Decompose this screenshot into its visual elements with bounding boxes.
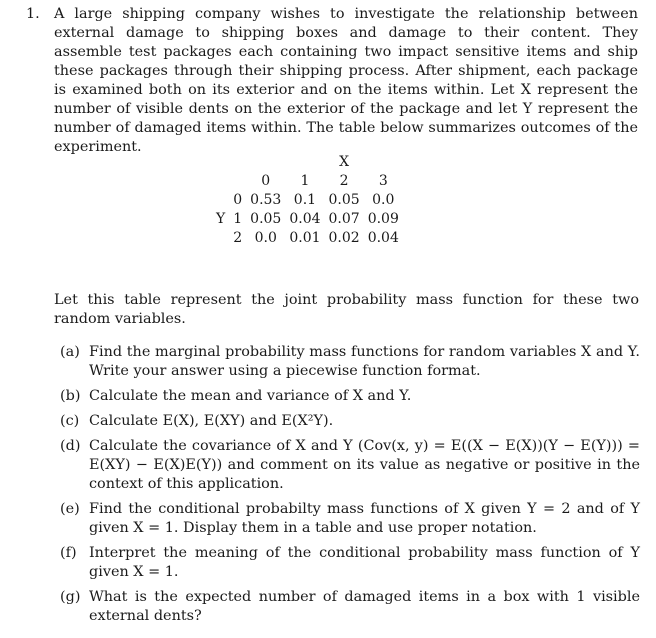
table-row: [212, 191, 403, 210]
joint-pmf-table: [212, 153, 403, 248]
col-header: 3: [378, 173, 388, 189]
problem-1: [26, 5, 638, 157]
table-cell: 0.09: [367, 211, 399, 227]
table-row: [212, 172, 403, 191]
part-label: (a): [60, 344, 80, 360]
part-text: Find the conditional probabilty mass functions of X given Y = 2 and of Y given X = 1. Display them in a table and use proper notation.: [89, 501, 640, 536]
part-c: [60, 412, 640, 431]
part-text: Interpret the meaning of the conditional probability mass function of Y given X = 1.: [89, 545, 640, 580]
part-f: [60, 544, 640, 582]
part-label: (f): [60, 545, 77, 561]
part-b: [60, 387, 640, 406]
table-cell: 0.04: [367, 230, 399, 246]
table-cell: 0.07: [328, 211, 360, 227]
part-label: (g): [60, 589, 81, 605]
part-label: (c): [60, 413, 80, 429]
part-e: [60, 500, 640, 538]
table-cell: 0.0: [254, 230, 277, 246]
part-text: Calculate E(X), E(XY) and E(X²Y).: [89, 413, 334, 429]
table-row: [212, 229, 403, 248]
part-text: Calculate the covariance of X and Y (Cov(x, y) = E((X − E(X))(Y − E(Y))) = E(XY) − E(X)E(Y)) and comment on its value as negative or positive in the context of this application.: [89, 438, 640, 492]
pmf-statement: Let this table represent the joint probability mass function for these two random variables.: [54, 292, 639, 327]
part-label: (b): [60, 388, 81, 404]
table-cell: 0.05: [250, 211, 282, 227]
col-header: 2: [339, 173, 349, 189]
col-header: 0: [261, 173, 271, 189]
problem-intro: A large shipping company wishes to investigate the relationship between external damage to shipping boxes and damage to their content. They assemble test packages each containing two impact sensitive items and ship these packages through their shipping process. After shipment, each package is examined both on its exterior and on the items within. Let X represent the number of visible dents on the exterior of the package and let Y represent the number of damaged items within. The table below summarizes outcomes of the experiment.: [54, 6, 638, 155]
table-cell: 0.53: [250, 192, 282, 208]
table-cell: 0.1: [293, 192, 317, 208]
part-text: Find the marginal probability mass functions for random variables X and Y. Write your answer using a piecewise function format.: [89, 344, 640, 379]
part-label: (d): [60, 438, 81, 454]
problem-number: 1.: [26, 6, 40, 22]
part-text: Calculate the mean and variance of X and Y.: [89, 388, 412, 404]
col-var-label: X: [339, 154, 350, 170]
row-header: 2: [233, 230, 243, 246]
row-header: 0: [233, 192, 243, 208]
part-a: [60, 343, 640, 381]
part-label: (e): [60, 501, 80, 517]
table-row: [212, 210, 403, 229]
table-cell: 0.0: [372, 192, 395, 208]
col-header: 1: [300, 173, 310, 189]
question-parts: [60, 343, 640, 632]
joint-pmf-table-wrap: [212, 153, 403, 248]
part-d: [60, 437, 640, 494]
part-text: What is the expected number of damaged items in a box with 1 visible external dents?: [89, 589, 640, 624]
table-cell: 0.04: [289, 211, 321, 227]
table-cell: 0.05: [328, 192, 360, 208]
row-var-label: Y: [216, 211, 226, 227]
table-cell: 0.02: [328, 230, 360, 246]
part-g: [60, 588, 640, 626]
table-cell: 0.01: [289, 230, 321, 246]
table-row: [212, 153, 403, 172]
row-header: 1: [233, 211, 243, 227]
